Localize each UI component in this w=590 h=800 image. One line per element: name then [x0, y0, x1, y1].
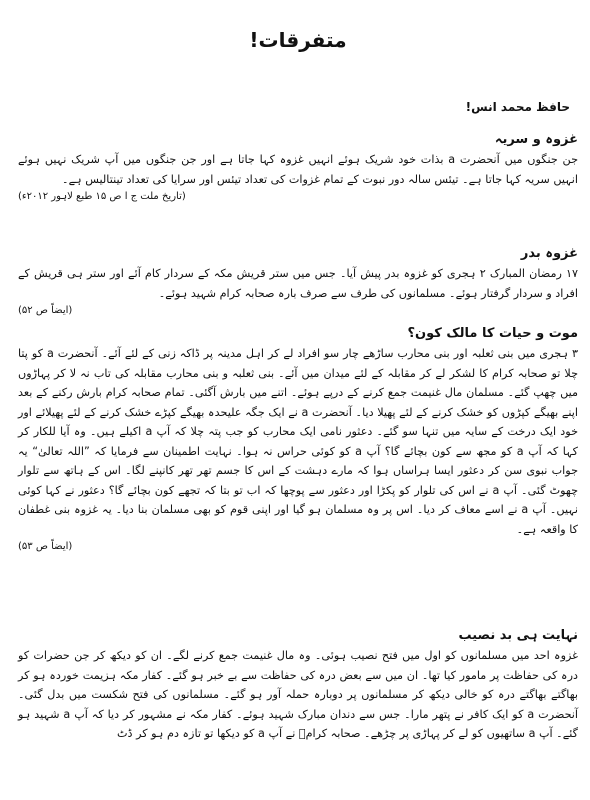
section-maut-hayat — [18, 324, 578, 555]
section-heading: غزوہ و سریہ — [494, 132, 578, 147]
section-reference: (تاریخ ملت ج ا ص ۱۵ طبع لاہور ۲۰۱۲ء) — [18, 191, 186, 202]
section-body: جن جنگوں میں آنحضرت a بذات خود شریک ہوئے انہیں غزوہ کہا جاتا ہے اور جن جنگوں میں آپ شریک نہیں ہوئے انہیں سریہ کہا جاتا ہے۔ تیئس سالہ دور نبوت کے تمام غزوات کی تعداد تیئس اور سرایا کی تعداد تینتالیس ہے۔ — [18, 153, 578, 186]
section-heading: غزوہ بدر — [520, 246, 578, 261]
section-heading: موت و حیات کا مالک کون؟ — [407, 326, 578, 341]
section-reference: (ایضاً ص ۵۳) — [18, 541, 73, 552]
section-heading: نہایت ہی بد نصیب — [458, 628, 578, 643]
section-ghazwa-badr — [18, 244, 578, 319]
section-reference: (ایضاً ص ۵۲) — [18, 305, 73, 316]
section-bad-naseeb — [18, 626, 578, 744]
section-body: غزوہ احد میں مسلمانوں کو اول میں فتح نصیب ہوئی۔ وہ مال غنیمت جمع کرنے لگے۔ ان کو دیکھ کر جن حضرات کو درہ کی حفاظت پر مامور کیا تھا۔ ان میں سے بعض درہ کی حفاظت سے بے خبر ہو گئے۔ کفار مکہ ہزیمت خوردہ ہو کر بھاگتے بھاگتے درہ کو خالی دیکھ کر مسلمانوں پر دوبارہ حملہ آور ہو گئے۔ مسلمانوں کی فتح شکست میں بدل گئی۔ آنحضرت a کو ایک کافر نے پتھر مارا۔ جس سے دندان مبارک شہید ہوئے۔ کفار مکہ نے مشہور کر دیا کہ آپ a شہید ہو گئے۔ آپ a ساتھیوں کو لے کر پہاڑی پر چڑھے۔ صحابہ کرامؓ نے آپ a کو دیکھا تو تازہ دم ہو کر ڈٹ — [18, 649, 579, 740]
document-page — [18, 18, 578, 794]
section-ghazwa-sariya — [18, 130, 578, 205]
author-name: حافظ محمد انس! — [465, 100, 570, 114]
section-body: ۱۷ رمضان المبارک ۲ ہجری کو غزوہ بدر پیش آیا۔ جس میں ستر قریش مکہ کے سردار کام آئے اور ستر ہی قریش کے افراد و سردار گرفتار ہوئے۔ مسلمانوں کی طرف سے صرف بارہ صحابہ کرام شہید ہوئے۔ — [18, 267, 578, 300]
section-body: ۳ ہجری میں بنی ثعلبہ اور بنی محارب ساڑھے چار سو افراد لے کر اہل مدینہ پر ڈاکہ زنی کے لئے آئے۔ آنحضرت a کو پتا چلا تو صحابہ کرام کا لشکر لے کر مقابلہ کے لئے میدان میں آئے۔ بنی ثعلبہ و بنی محارب مقابلہ کی تاب نہ لا کر پہاڑوں میں چھپ گئے۔ مسلمان مال غنیمت جمع کرنے کے درپے ہوئے۔ اتنے میں بارش آگئی۔ تمام صحابہ کرام بارش رکنے کے بعد اپنے بھیگے کپڑوں کو خشک کرنے کے لئے پھیلا دیا۔ آنحضرت a نے ایک جگہ علیحدہ بھیگے کپڑے خشک کرنے کے لئے پھیلائے اور خود ایک درخت کے سایہ میں تنہا سو گئے۔ دعثور نامی ایک محارب کو جب پتہ چلا کہ آپ a اکیلے ہیں۔ وہ آیا للکار کر کہا کہ آپ a کو مجھ سے کون بچائے گا؟ آپ a کو کوئی حراس نہ ہوا۔ نہایت اطمینان سے فرمایا کہ ”اللہ تعالیٰ“ یہ جواب نبوی سن کر دعثور ایسا ہراساں ہوا کہ مارے دہشت کے اس کا جسم تھر تھر کانپنے لگا۔ اس کے ہاتھ سے تلوار چھوٹ گئی۔ آپ a نے اس کی تلوار کو پکڑا اور دعثور سے پوچھا کہ اب تو بتا کہ تجھے کون بچائے گا؟ دعثور نے کہا کوئی نہیں۔ آپ a نے اسے معاف کر دیا۔ اس پر وہ مسلمان ہو گیا اور اپنی قوم کو بھی مسلمان بنا دیا۔ یہ غزوہ بنی غطفان کا واقعہ ہے۔ — [18, 347, 578, 536]
page-title: متفرقات! — [249, 28, 347, 52]
